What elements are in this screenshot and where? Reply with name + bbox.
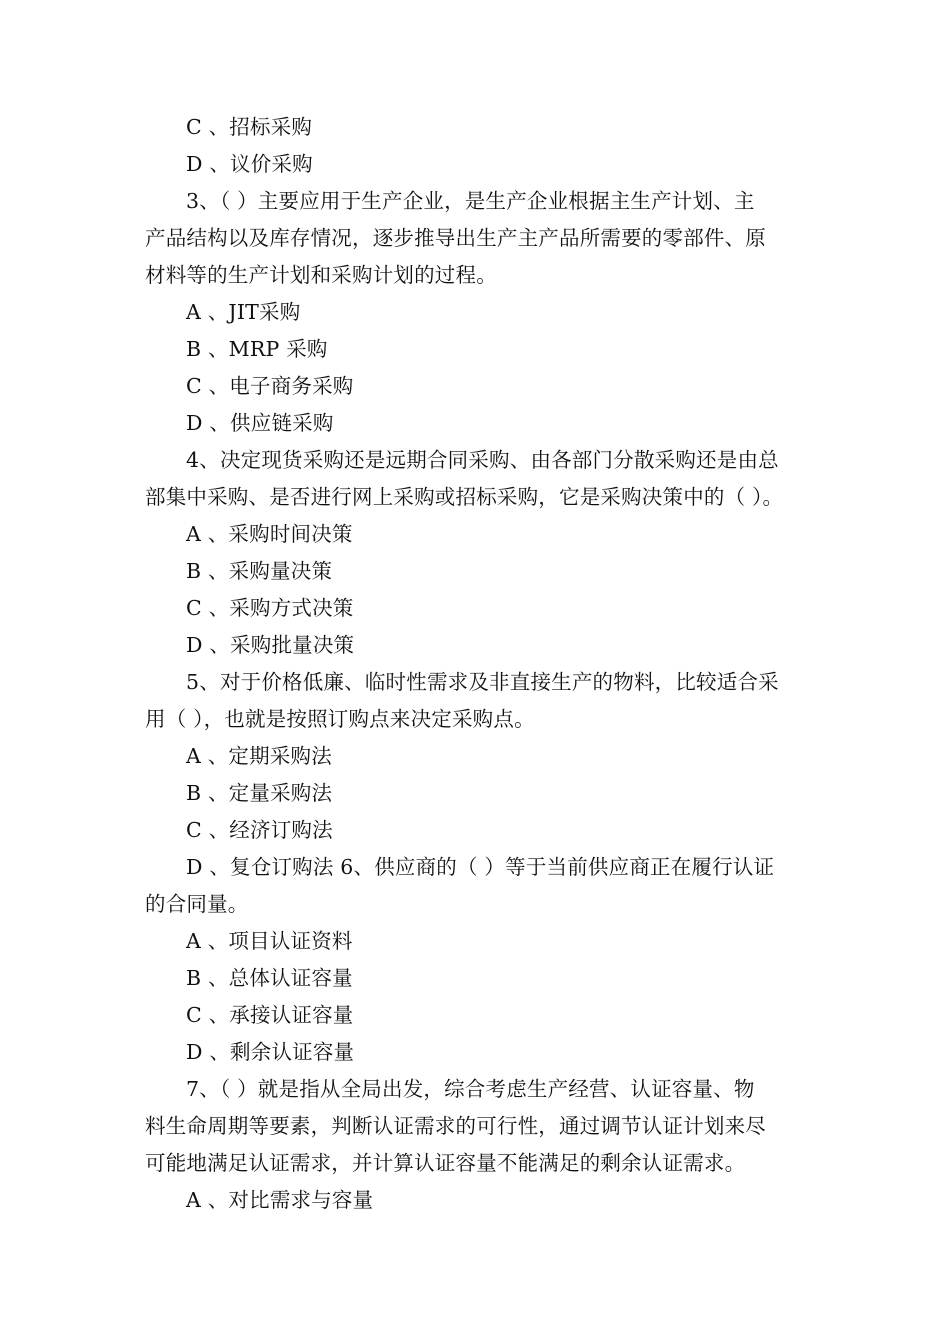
question-3-line-1: 3、（ ）主要应用于生产企业，是生产企业根据主生产计划、主 bbox=[186, 189, 755, 213]
question-4-line-1: 4、决定现货采购还是远期合同采购、由各部门分散采购还是由总 bbox=[186, 448, 779, 472]
option-a-q6: A 、项目认证资料 bbox=[186, 929, 353, 953]
option-d-q5-and-question-6: D 、复仓订购法 6、供应商的（ ）等于当前供应商正在履行认证 bbox=[186, 855, 775, 879]
option-d-q6: D 、剩余认证容量 bbox=[186, 1040, 355, 1064]
option-a-q7: A 、对比需求与容量 bbox=[186, 1188, 374, 1212]
option-b-q6: B 、总体认证容量 bbox=[186, 966, 353, 990]
question-7-line-2: 料生命周期等要素，判断认证需求的可行性，通过调节认证计划来尽 bbox=[145, 1114, 766, 1138]
option-a-q3: A 、JIT采购 bbox=[186, 300, 301, 324]
question-4-line-2: 部集中采购、是否进行网上采购或招标采购，它是采购决策中的（ ）。 bbox=[145, 485, 784, 509]
option-d-q2: D 、议价采购 bbox=[186, 152, 313, 176]
question-3-line-2: 产品结构以及库存情况，逐步推导出生产主产品所需要的零部件、原 bbox=[145, 226, 766, 250]
question-6-line-2: 的合同量。 bbox=[145, 892, 249, 916]
option-d-q3: D 、供应链采购 bbox=[186, 411, 334, 435]
option-b-q3: B 、MRP 采购 bbox=[186, 337, 328, 361]
option-c-q6: C 、承接认证容量 bbox=[186, 1003, 354, 1027]
option-b-q4: B 、采购量决策 bbox=[186, 559, 333, 583]
option-c-q3: C 、电子商务采购 bbox=[186, 374, 354, 398]
option-a-q4: A 、采购时间决策 bbox=[186, 522, 353, 546]
question-3-line-3: 材料等的生产计划和采购计划的过程。 bbox=[145, 263, 497, 287]
question-7-line-1: 7、（ ）就是指从全局出发，综合考虑生产经营、认证容量、物 bbox=[186, 1077, 755, 1101]
question-7-line-3: 可能地满足认证需求，并计算认证容量不能满足的剩余认证需求。 bbox=[145, 1151, 746, 1175]
option-d-q4: D 、采购批量决策 bbox=[186, 633, 355, 657]
option-c-q5: C 、经济订购法 bbox=[186, 818, 333, 842]
option-a-q5: A 、定期采购法 bbox=[186, 744, 332, 768]
option-c-q4: C 、采购方式决策 bbox=[186, 596, 354, 620]
question-5-line-1: 5、对于价格低廉、临时性需求及非直接生产的物料，比较适合采 bbox=[186, 670, 779, 694]
option-b-q5: B 、定量采购法 bbox=[186, 781, 333, 805]
question-5-line-2: 用（ ），也就是按照订购点来决定采购点。 bbox=[145, 707, 535, 731]
option-c-q2: C 、招标采购 bbox=[186, 115, 313, 139]
